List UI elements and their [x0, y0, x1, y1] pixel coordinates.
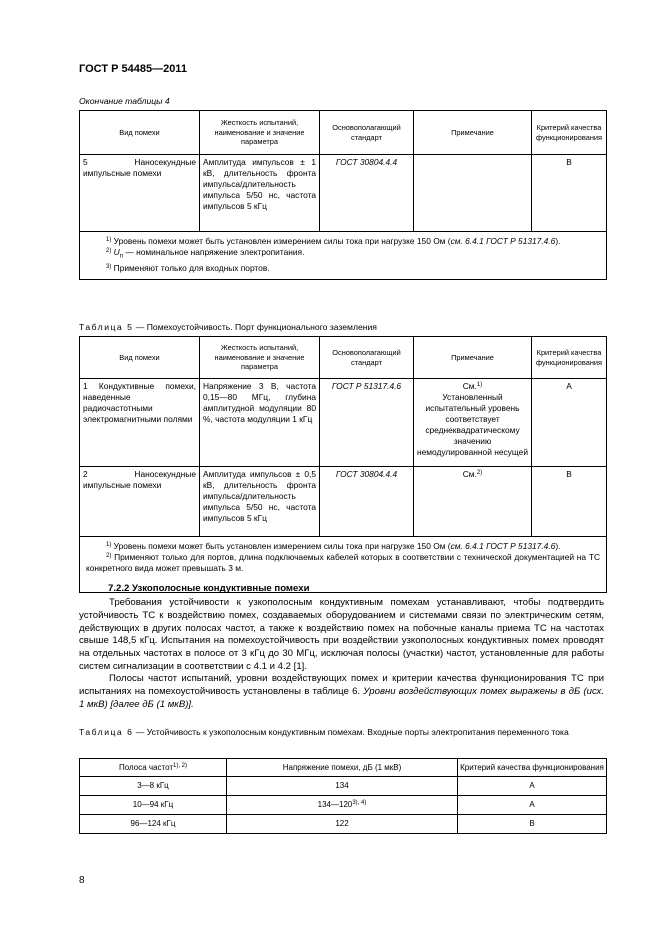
table5-row2-standard: ГОСТ 30804.4.4	[320, 467, 414, 537]
table5-row1-note: См.$^{1)}$ Установленный испытательный уровень соответствует среднеквадратическому значению немодулированной несущей	[414, 379, 532, 467]
table6-row1-voltage: 134	[227, 777, 458, 796]
table6-row1-criterion: A	[458, 777, 607, 796]
table6-row3-band: 96—124 кГц	[80, 815, 227, 834]
table4-header-note: Примечание	[414, 111, 532, 155]
table6-caption: Таблица 6 — Устойчивость к узкополосным кондуктивным помехам. Входные порты электропитания переменного тока	[79, 727, 569, 737]
document-header: ГОСТ Р 54485—2011	[79, 63, 187, 75]
table4-footnote-3: $^{3)}$ Применяют только для входных портов.	[106, 262, 270, 273]
table5-row2-note: См.$^{2)}$	[414, 467, 532, 537]
table4-cell-note	[414, 155, 532, 232]
table5-footnote-1: $^{1)}$ Уровень помехи может быть установлен измерением силы тока при нагрузке 150 Ом (см. 6.4.1 ГОСТ Р 51317.4.6).	[106, 541, 561, 551]
table5-footnote-2: $^{2)}$ Применяют только для портов, длина подключаемых кабелей которых в соответствии с технической документацией на ТС конкретного вида может превышать 3 м.	[86, 552, 600, 573]
table4-footnote-1: $^{1)}$ Уровень помехи может быть установлен измерением силы тока при нагрузке 150 Ом (см. 6.4.1 ГОСТ Р 51317.4.6).	[106, 236, 561, 246]
table4-footnote-2: $^{2)}$ $U_n$ — номинальное напряжение электропитания.	[106, 247, 305, 260]
table4-header-severity: Жесткость испытаний, наименование и значение параметра	[200, 111, 320, 155]
table4-header-type: Вид помехи	[80, 111, 200, 155]
table4-caption: Окончание таблицы 4	[79, 96, 170, 106]
table4-footnotes	[80, 232, 607, 280]
table-row	[80, 815, 607, 834]
table5-header-criterion: Критерий качества функционирования	[532, 337, 607, 379]
table4-cell-severity: Амплитуда импульсов ± 1 кВ, длительность фронта импульса/длительность импульса 5/50 нс, частота импульсов 5 кГц	[200, 155, 320, 232]
table6-row3-voltage: 122	[227, 815, 458, 834]
table5-row2-criterion: B	[532, 467, 607, 537]
section-paragraph-1: Требования устойчивости к узкополосным кондуктивным помехам устанавливают, чтобы подтвердить устойчивость ТС к воздействию помех, создаваемых оборудованием и системами связи по электрическим сетям, действующих в других полосах частот, а также к воздействию помех на побочные каналы приема ТС на частотах свыше 148,5 кГц. Испытания на помехоустойчивость при воздействии узкополосных кондуктивных помех проводят на отдельных частотах в полосе от 3 кГц до 30 МГц, исключая полосы (участки) частот, установленные для работы систем сигнализации в соответствии с 4.1 и 4.2 [1].	[79, 597, 604, 672]
table-row	[80, 467, 607, 537]
table5-row2-severity: Амплитуда импульсов ± 0,5 кВ, длительность фронта импульса/длительность импульса 5/50 нс, частота импульсов 5 кГц	[200, 467, 320, 537]
table5-row2-type: 2 Наносекундные импульсные помехи	[80, 467, 200, 537]
table4-header-row	[80, 111, 607, 155]
table6-row3-criterion: B	[458, 815, 607, 834]
table4-header-standard: Основополагающий стандарт	[320, 111, 414, 155]
table6-header-voltage: Напряжение помехи, дБ (1 мкВ)	[227, 759, 458, 777]
table6-header-criterion: Критерий качества функционирования	[458, 759, 607, 777]
table5-header-note: Примечание	[414, 337, 532, 379]
table6-header-row	[80, 759, 607, 777]
table6-row2-band: 10—94 кГц	[80, 796, 227, 815]
table6-row1-band: 3—8 кГц	[80, 777, 227, 796]
table5-row1-type: 1 Кондуктивные помехи, наведенные радиочастотными электромагнитными полями	[80, 379, 200, 467]
table4-cell-standard: ГОСТ 30804.4.4	[320, 155, 414, 232]
table4-cell-type: 5 Наносекундные импульсные помехи	[80, 155, 200, 232]
table5-header-row	[80, 337, 607, 379]
table5-row1-criterion: A	[532, 379, 607, 467]
table5-row1-standard: ГОСТ Р 51317.4.6	[320, 379, 414, 467]
table6	[79, 758, 607, 834]
table6-header-band: Полоса частот$^{1), 2)}$	[80, 759, 227, 777]
table5-header-standard: Основополагающий стандарт	[320, 337, 414, 379]
section-paragraph-2: Полосы частот испытаний, уровни воздействующих помех и критерии качества функционирования ТС при испытаниях на помехоустойчивость установлены в таблице 6. Уровни воздействующих помех выражены в дБ (исх. 1 мкВ) [далее дБ (1 мкВ)].	[79, 673, 604, 710]
table5-caption: Таблица 5 — Помехоустойчивость. Порт функционального заземления	[79, 322, 377, 332]
table-row	[80, 777, 607, 796]
table-row	[80, 379, 607, 467]
section-title: 7.2.2 Узкополосные кондуктивные помехи	[108, 583, 310, 594]
table5-header-type: Вид помехи	[80, 337, 200, 379]
table4	[79, 110, 607, 280]
table4-header-criterion: Критерий качества функционирования	[532, 111, 607, 155]
table4-cell-criterion: B	[532, 155, 607, 232]
table5	[79, 336, 607, 593]
page-number: 8	[79, 875, 85, 886]
table-row	[80, 796, 607, 815]
table6-row2-voltage: $134—120^{3), 4)}$	[227, 796, 458, 815]
table-row	[80, 155, 607, 232]
table5-row1-severity: Напряжение 3 В, частота 0,15—80 МГц, глубина амплитудной модуляции 80 %, частота модуляции 1 кГц	[200, 379, 320, 467]
table6-row2-criterion: A	[458, 796, 607, 815]
table5-header-severity: Жесткость испытаний, наименование и значение параметра	[200, 337, 320, 379]
